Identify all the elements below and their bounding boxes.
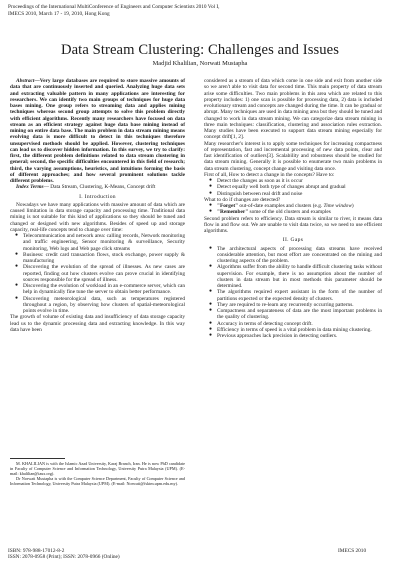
footnote-author-1: M. KHALILIAN is with the Islamic Azad University, Karaj Branch, Iran. He is now PhD candidate in Faculty of Computer Science and Information Technology, University Putra Malaysia (UPM). (E-mail: khalilian@iaux.org). [10,461,185,476]
page-footer-conference: IMECS 2010 [338,548,367,554]
bullet-icon: ● [209,333,213,338]
list-item: ● Detect equally well both type of changes abrupt and gradual [209,184,346,191]
bullet-icon: ● [15,251,19,257]
bullet-icon: ● [209,308,213,313]
bullet-icon: ● [209,190,213,196]
bullet-icon: ● [209,178,213,183]
list-item: ● Previous approaches lack precision in detecting outliers. [209,333,338,339]
paper-authors: Madjid Khalilian, Norwati Mustapha [152,60,248,67]
bullet-icon: ● [15,283,19,288]
response-list [204,203,382,216]
abstract [10,78,185,184]
intro-paragraph-4: First of all, How to detect a change in the concepts? Have to: [204,171,335,178]
list-item: ● Discovering the evolution of workload in an e-commerce server, which can help in dynamically fine tune the server to obtain better performance. [15,283,185,296]
list-item: ● They are required to re-learn any recurrently occurring patterns. [209,301,354,308]
list-item: ● Distinguish between real drift and noise [209,190,303,197]
bullet-icon: ● [209,203,213,208]
list-item: ● The architectural aspects of processing data streams have received considerable attention, but most effort are concentrated on the mining and clustering aspects of the problem. [209,245,382,264]
right-column [204,78,382,339]
intro-bullet-list [10,233,185,314]
intro-paragraph-1: Nowadays we have many applications with massive amount of data which are caused limitation in data storage capacity and processing time. Traditional data mining is not suitable for this kind of applications so they should be tuned and changed or designed with new algorithms. Besides of speed up and storage capacity, real-life concepts tend to change over time: [10,201,185,233]
index-terms-text: — Data Stream, Clustering, K-Means, Concept drift [43,184,156,191]
proceedings-header-line-2: IMECS 2010, March 17 - 19, 2010, Hong Kong [8,10,110,17]
section-heading-gaps: II. Gaps [282,237,304,244]
list-item: ● Detect the changes as soon as it is occur [209,178,303,184]
bullet-icon: ● [209,301,213,307]
proceedings-header-line-1: Proceedings of the International MultiConference of Engineers and Computer Scientists 2010 Vol I, [8,4,220,10]
bullet-icon: ● [209,289,213,295]
list-item: ● "Remember" some of the old clusters and examples [209,209,331,216]
abstract-label: Abstract [16,78,35,84]
bullet-icon: ● [209,320,213,326]
paper-title: Data Stream Clustering: Challenges and Issues [60,42,340,58]
list-item: ● Efficiency in terms of speed is a vital problem in data mining clustering. [209,326,372,333]
bullet-icon: ● [209,245,213,251]
left-column [10,78,185,333]
isbn-line: ISBN: 978-988-17012-8-2 [8,548,65,554]
issn-line: ISSN: 2078-0958 (Print); ISSN: 2078-0966 (Online) [8,554,120,561]
footnote-divider [10,458,65,459]
index-terms-label: Index Terms [16,184,44,191]
gaps-bullet-list [204,246,382,340]
list-item: ● "Forget" out-of-date examples and clusters (e.g. Time window) [209,203,354,209]
page-footer-left [8,548,120,561]
list-item: ● Discovering meteorological data, such as temperatures registered throughout a region, by observing how clusters of spatial-meteorological points evolve in time. [15,295,185,314]
list-item: ● Discovering the evolution of the spread of illnesses. As new cases are reported, finding out how clusters evolve can prove crucial in identifying sources responsible for the spread of illness. [15,264,185,283]
bullet-icon: ● [209,184,213,190]
list-item: ● Accuracy in terms of detecting concept drift. [209,320,313,327]
bullet-icon: ● [209,264,213,270]
bullet-icon: ● [209,209,213,215]
intro-paragraph-2: The growth of volume of existing data and insufficiency of data storage capacity lead us to the dynamic processing data and extracting knowledge. In this way data have been [10,314,185,333]
list-item: ● Business: credit card transaction flows, stock exchange, power supply & manufacturing [15,251,185,264]
question-what-to-do: What to do if changes are detected? [204,196,281,203]
intro-paragraph-3: Many researcher's interest is to apply some techniques for increasing compactness of representation, fast and incremental processing of new data points, clear and fast identification of outliers[3]. Scalability and robustness should be studied for data stream mining. Generally it is possible to enumerate two main problems in data stream clustering, concept change and visiting data once. [204,140,382,172]
abstract-text: —Very large databases are required to store massive amounts of data that are continuously inserted and queried. Analyzing huge data sets and extracting valuable pattern in many applications are interesting for researchers. We can identify two main groups of techniques for huge data bases mining. One group refers to streaming data and applies mining techniques whereas second group attempts to solve this problem directly with efficient algorithms. Recently many researchers have focused on data stream as an efficient strategy against huge data base mining instead of mining on entire data base. The main problem in data stream mining means evolving data is more difficult to detect in this techniques therefore unsupervised methods should be applied. However, clustering techniques can lead us to discover hidden information. In this survey, we try to clarify: first, the different problem definitions related to data stream clustering in general; second, the specific difficulties encountered in this field of research; third, the varying assumptions, heuristics, and intuitions forming the basis of different approaches; and how several prominent solutions tackle different problems. [10,78,185,184]
change-detection-list [204,178,382,197]
footnotes [10,461,185,486]
intro-paragraph-5: Second problem refers to efficiency. Data stream is similar to river, it means data flow in and flow out. We are unable to visit data twice, so we need to use efficient algorithms. [204,215,382,234]
list-item: ● Telecommunication and network area: calling records, Network monitoring and traffic engineering, Sensor monitoring & surveillance, Security monitoring, Web logs and Web page click streams [15,233,185,252]
bullet-icon: ● [15,233,19,238]
list-item: ● The algorithms required expert assistant in the form of the number of partitions expected or the expected density of clusters. [209,289,382,302]
footnote-author-2: Dr Norwati Mustapha is with the Computer Science Department, Faculty of Computer Science and Information Technology, University Putra Malaysia (UPM). (E-mail: Norwati@fsktm.upm.edu.my). [10,476,185,486]
list-item: ● Algorithms suffer from the ability to handle difficult clustering tasks without supervision. For example, there is no assumption about the number of clusters in data stream but in most methods this parameter should be determined. [209,264,382,289]
bullet-icon: ● [15,295,19,301]
bullet-icon: ● [209,326,213,332]
section-heading-introduction: I. Introduction [79,193,116,200]
list-item: ● Compactness and separateness of data are the most important problems in the quality of clustering. [209,308,382,321]
intro-paragraph-continued: considered as a stream of data which come in one side and exit from another side so we aren't able to visit data for second time. This main property of data stream arise some difficulties. Two main problems in this area which are related to this property includes: 1) one scan is possible for processing data, 2) data is included evolutionary stream and concepts are changed during the time. It can be gradual or abrupt. Many techniques are used in data mining area but they should be tuned and changed to work in data stream mining. We can categorize data stream mining in three main techniques: classification, clustering and association rules extraction. Many studies have been executed to support data stream mining especially for concept drift[1, 2]. [204,78,382,141]
bullet-icon: ● [15,264,19,270]
index-terms [10,184,185,190]
